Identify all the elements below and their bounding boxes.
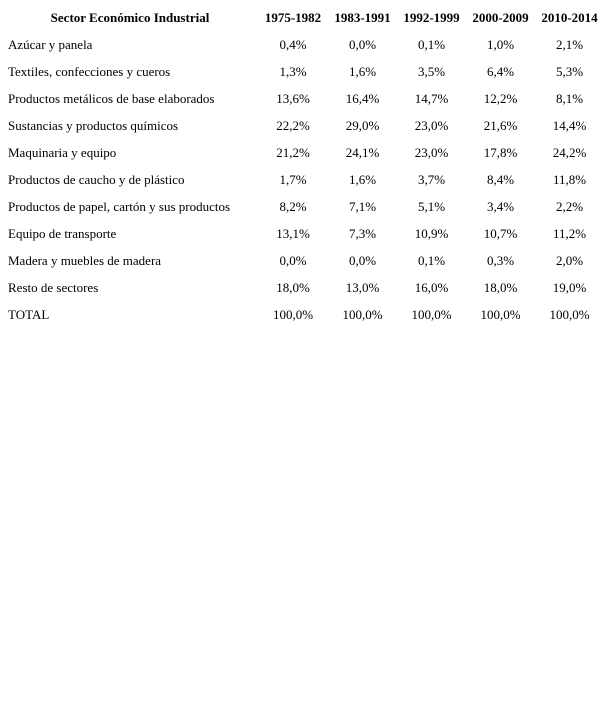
value-cell: 23,0% xyxy=(414,118,449,133)
value-cell: 13,0% xyxy=(345,280,380,295)
table-row xyxy=(2,31,604,58)
value-cell: 14,7% xyxy=(414,91,449,106)
value-cell: 2,0% xyxy=(555,253,584,268)
value-cell: 24,2% xyxy=(552,145,587,160)
value-cell: 8,4% xyxy=(486,172,515,187)
header-row xyxy=(2,4,604,31)
value-cell: 11,2% xyxy=(552,226,587,241)
header-period-1992-1999: 1992-1999 xyxy=(403,10,460,25)
header-period-2010-2014: 2010-2014 xyxy=(541,10,598,25)
value-cell: 0,0% xyxy=(348,37,377,52)
value-cell: 17,8% xyxy=(483,145,518,160)
table-row xyxy=(2,112,604,139)
total-row xyxy=(2,301,604,328)
value-cell: 7,3% xyxy=(348,226,377,241)
header-period-1975-1982: 1975-1982 xyxy=(264,10,322,25)
sector-cell: Resto de sectores xyxy=(8,280,99,295)
value-cell: 1,6% xyxy=(348,64,377,79)
total-value-cell: 100,0% xyxy=(549,307,590,322)
value-cell: 11,8% xyxy=(552,172,587,187)
table-row xyxy=(2,193,604,220)
industrial-sector-table xyxy=(2,4,604,328)
sector-cell: Textiles, confecciones y cueros xyxy=(8,64,171,79)
value-cell: 0,3% xyxy=(486,253,515,268)
table-row xyxy=(2,58,604,85)
sector-cell: Productos de caucho y de plástico xyxy=(8,172,185,187)
value-cell: 23,0% xyxy=(414,145,449,160)
value-cell: 19,0% xyxy=(552,280,587,295)
value-cell: 1,3% xyxy=(279,64,307,79)
total-value-cell: 100,0% xyxy=(342,307,383,322)
value-cell: 14,4% xyxy=(552,118,587,133)
table-row xyxy=(2,247,604,274)
total-value-cell: 100,0% xyxy=(480,307,521,322)
value-cell: 1,7% xyxy=(279,172,307,187)
value-cell: 12,2% xyxy=(483,91,518,106)
total-value-cell: 100,0% xyxy=(411,307,452,322)
value-cell: 10,9% xyxy=(414,226,449,241)
header-period-2000-2009: 2000-2009 xyxy=(472,10,529,25)
value-cell: 16,4% xyxy=(345,91,380,106)
value-cell: 22,2% xyxy=(276,118,310,133)
value-cell: 1,0% xyxy=(486,37,515,52)
value-cell: 5,1% xyxy=(417,199,446,214)
header-period-1983-1991: 1983-1991 xyxy=(334,10,391,25)
value-cell: 24,1% xyxy=(345,145,380,160)
header-sector: Sector Económico Industrial xyxy=(50,10,210,25)
value-cell: 21,6% xyxy=(483,118,518,133)
sector-cell: Equipo de transporte xyxy=(8,226,117,241)
sector-cell: Azúcar y panela xyxy=(8,37,93,52)
table-body xyxy=(2,31,604,328)
value-cell: 3,7% xyxy=(417,172,446,187)
value-cell: 3,4% xyxy=(486,199,515,214)
value-cell: 8,2% xyxy=(279,199,307,214)
value-cell: 8,1% xyxy=(555,91,584,106)
value-cell: 7,1% xyxy=(348,199,377,214)
value-cell: 0,0% xyxy=(279,253,307,268)
sector-cell: Productos metálicos de base elaborados xyxy=(8,91,215,106)
value-cell: 0,1% xyxy=(417,253,446,268)
table-row xyxy=(2,220,604,247)
value-cell: 29,0% xyxy=(345,118,380,133)
value-cell: 6,4% xyxy=(486,64,515,79)
table-row xyxy=(2,85,604,112)
sector-cell: Madera y muebles de madera xyxy=(8,253,162,268)
sector-cell: Productos de papel, cartón y sus productos xyxy=(8,199,231,214)
table-row xyxy=(2,139,604,166)
value-cell: 2,2% xyxy=(555,199,584,214)
value-cell: 0,0% xyxy=(348,253,377,268)
sector-cell: Sustancias y productos químicos xyxy=(8,118,179,133)
value-cell: 10,7% xyxy=(483,226,518,241)
value-cell: 3,5% xyxy=(417,64,446,79)
value-cell: 0,1% xyxy=(417,37,446,52)
value-cell: 2,1% xyxy=(555,37,584,52)
total-label: TOTAL xyxy=(8,307,50,322)
value-cell: 1,6% xyxy=(348,172,377,187)
value-cell: 13,6% xyxy=(276,91,310,106)
table-row xyxy=(2,166,604,193)
value-cell: 0,4% xyxy=(279,37,307,52)
total-value-cell: 100,0% xyxy=(272,307,314,322)
value-cell: 18,0% xyxy=(483,280,518,295)
value-cell: 18,0% xyxy=(276,280,310,295)
value-cell: 21,2% xyxy=(276,145,310,160)
sector-cell: Maquinaria y equipo xyxy=(8,145,117,160)
table-row xyxy=(2,274,604,301)
value-cell: 13,1% xyxy=(276,226,310,241)
value-cell: 16,0% xyxy=(414,280,449,295)
value-cell: 5,3% xyxy=(555,64,584,79)
